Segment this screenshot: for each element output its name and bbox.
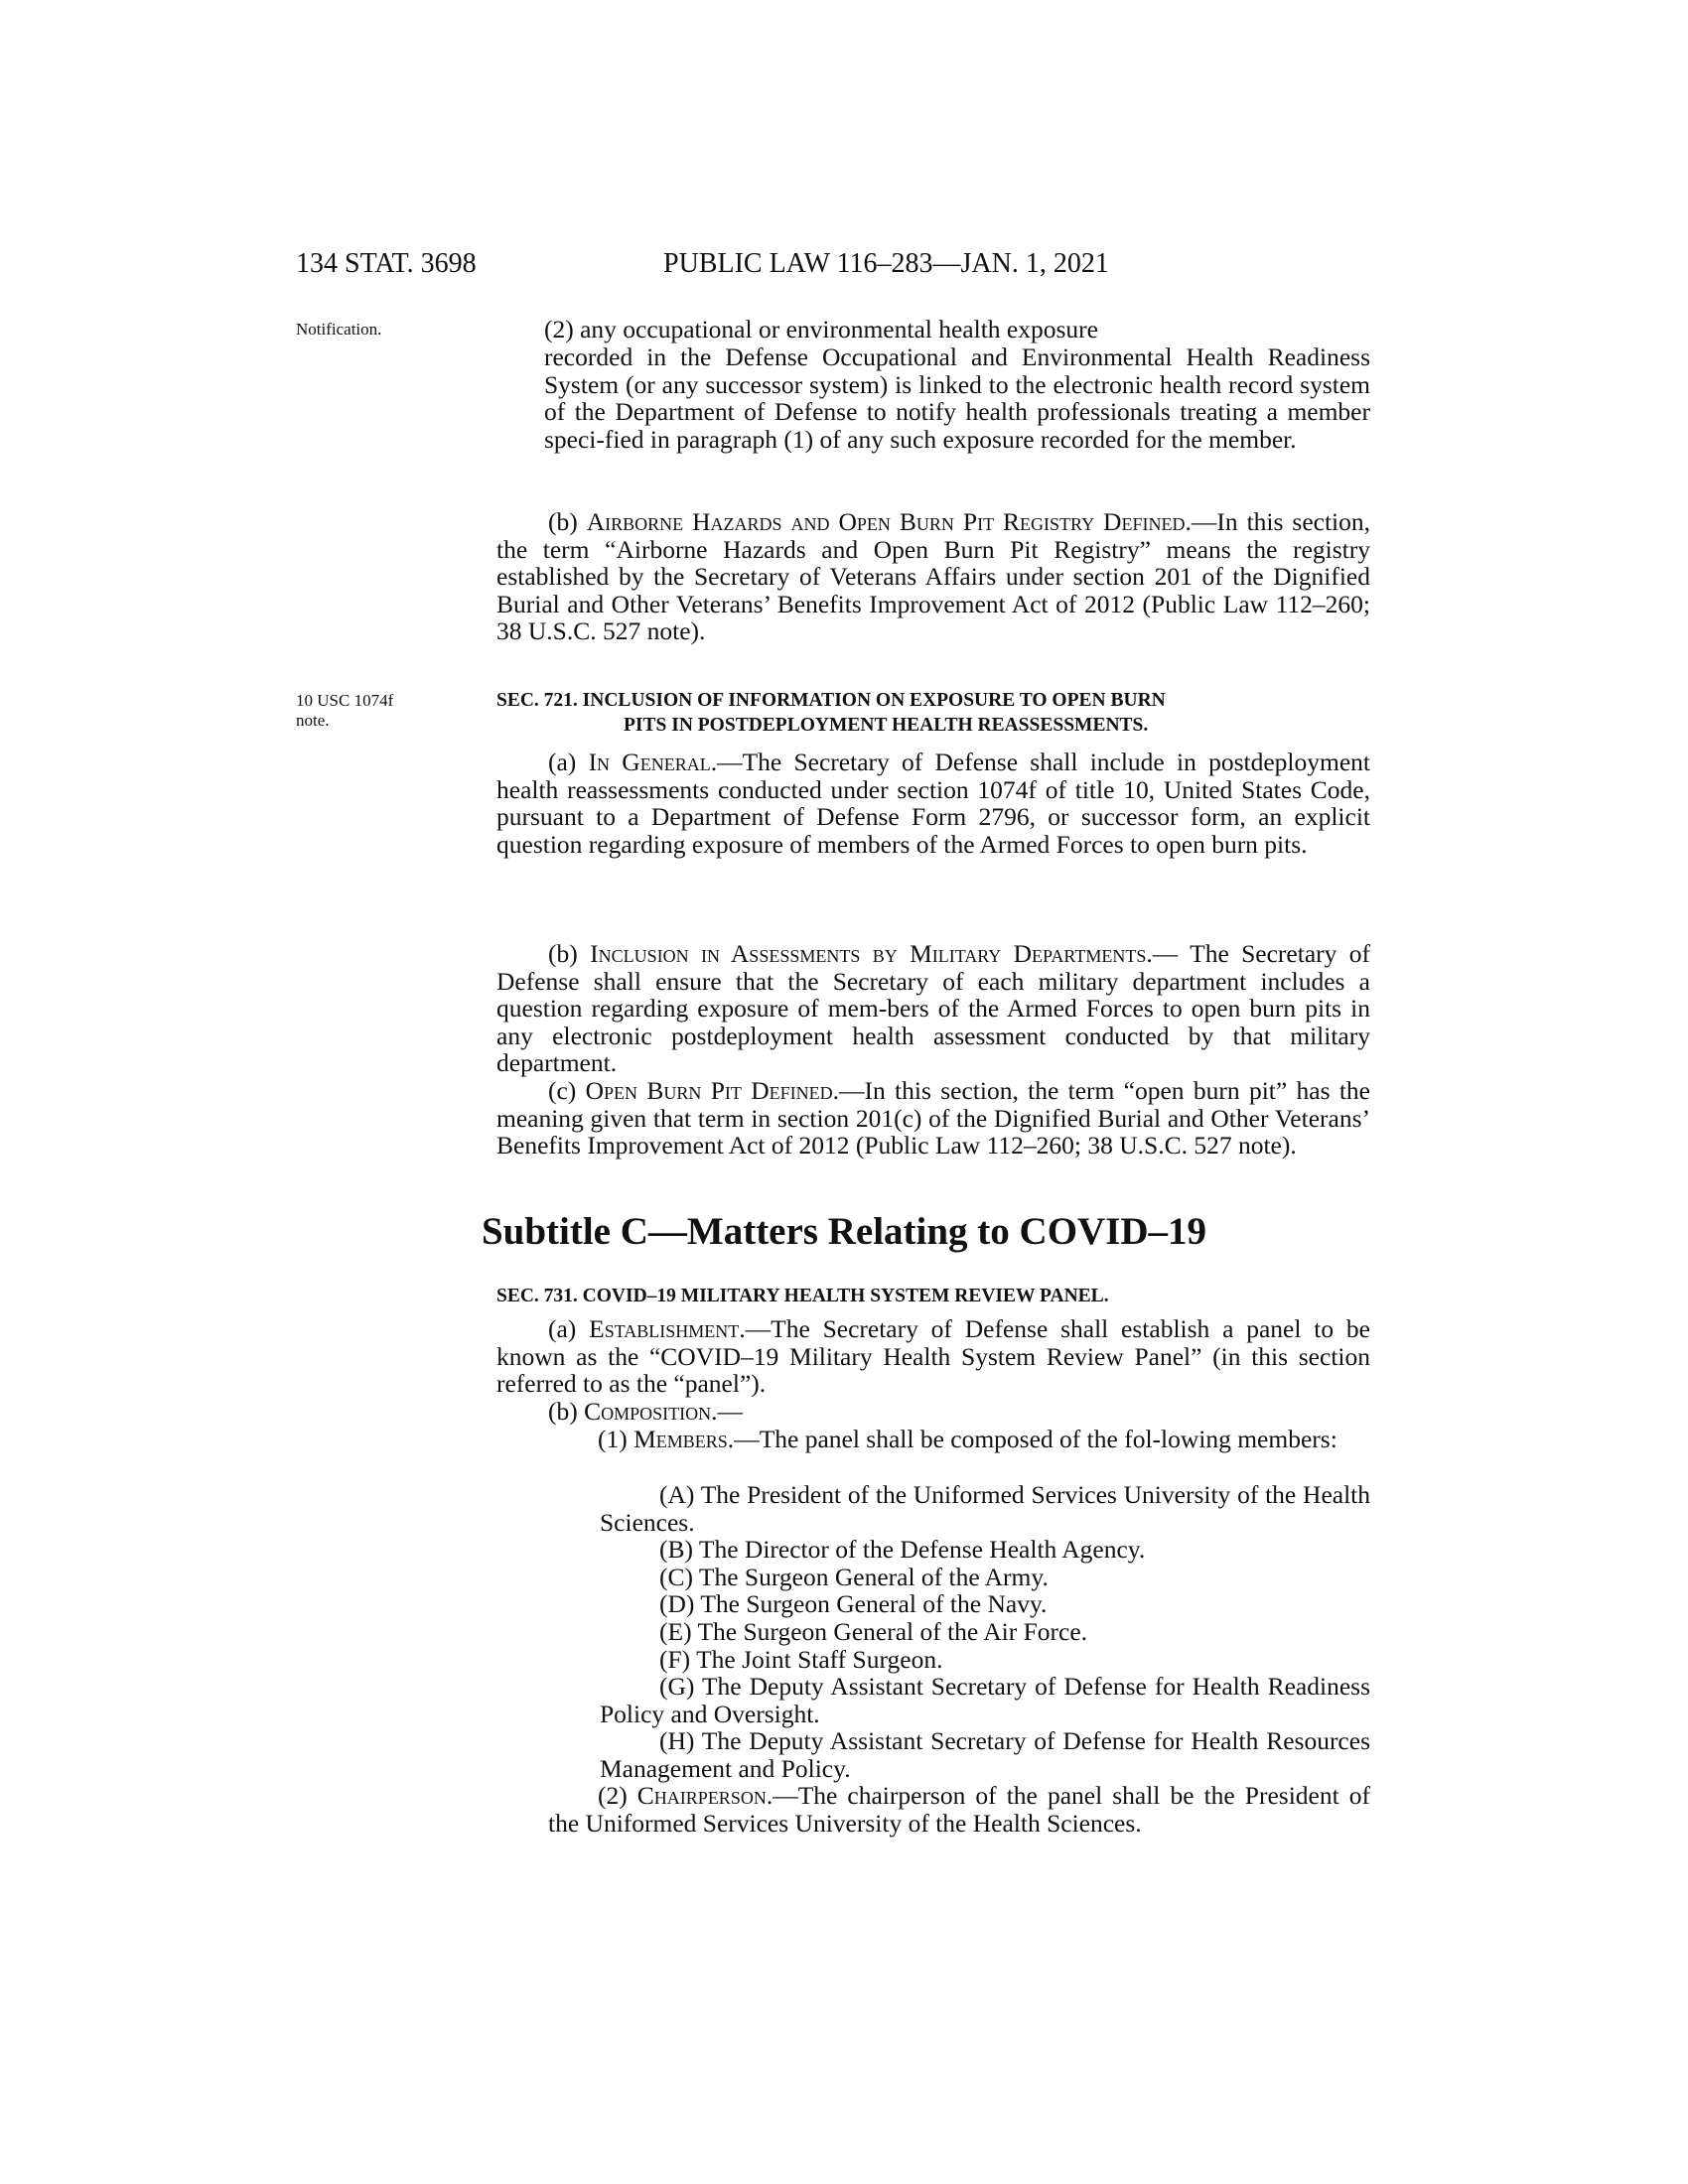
subsection-b-composition: (b) Composition.— <box>548 1397 743 1426</box>
margin-note-notification: Notification. <box>296 320 382 339</box>
member-item-d: (D) The Surgeon General of the Navy. <box>659 1589 1048 1618</box>
paragraph-2-first-line: (2) any occupational or environmental health exposure <box>544 315 1098 343</box>
running-title: PUBLIC LAW 116–283—JAN. 1, 2021 <box>663 248 1109 279</box>
subsection-heading: Establishment. <box>589 1314 746 1343</box>
statute-page-reference: 134 STAT. 3698 <box>296 248 477 279</box>
member-item-a: (A) The President of the Uniformed Services University of the Health Sciences. <box>600 1480 1370 1537</box>
subsection-b-military-departments: (b) Inclusion in Assessments by Military Departments.— The Secretary of Defense shall ensure that the Secretary of each military department includes a question regarding exposure of mem-bers of the Armed Forces to open burn pits in any electronic postdeployment health assessment conducted by that military department. <box>496 939 1370 1078</box>
paragraph-2-chairperson: (2) Chairperson.—The chairperson of the panel shall be the President of the Uniformed Services University of the Health Sciences. <box>548 1781 1370 1838</box>
member-item-h: (H) The Deputy Assistant Secretary of Defense for Health Resources Management and Policy. <box>600 1726 1370 1783</box>
margin-note-usc-line1: 10 USC 1074f <box>296 691 394 710</box>
paragraph-heading: Chairperson. <box>636 1781 774 1810</box>
subsection-heading: In General. <box>588 748 718 776</box>
member-item-f: (F) The Joint Staff Surgeon. <box>659 1645 943 1674</box>
paragraph-heading: Members. <box>633 1425 735 1453</box>
member-item-b: (B) The Director of the Defense Health Agency. <box>659 1535 1146 1564</box>
page-header <box>0 248 1688 288</box>
subtitle-heading: Subtitle C—Matters Relating to COVID–19 <box>481 1210 1207 1253</box>
subsection-a-establishment: (a) Establishment.—The Secretary of Defense shall establish a panel to be known as the “COVID–19 Military Health System Review Panel” (in this section referred to as the “panel”). <box>496 1314 1370 1399</box>
margin-note-usc <box>296 691 393 731</box>
member-item-e: (E) The Surgeon General of the Air Force. <box>659 1617 1088 1646</box>
subsection-heading: Airborne Hazards and Open Burn Pit Registry Defined. <box>586 507 1192 536</box>
subsection-c-open-burn-pit-defined: (c) Open Burn Pit Defined.—In this section, the term “open burn pit” has the meaning given that term in section 201(c) of the Dignified Burial and Other Veterans’ Benefits Improvement Act of 2012 (Public Law 112–260; 38 U.S.C. 527 note). <box>496 1076 1370 1160</box>
margin-note-usc-line2: note. <box>296 711 330 730</box>
paragraph-1-members: (1) Members.—The panel shall be composed of the fol-lowing members: <box>598 1425 1337 1453</box>
subsection-heading: Inclusion in Assessments by Military Departments. <box>590 939 1153 968</box>
paragraph-2-body: recorded in the Defense Occupational and Environmental Health Readiness System (or any successor system) is linked to the electronic health record system of the Department of Defense to notify health professionals treating a member speci-fied in paragraph (1) of any such exposure recorded for the member. <box>544 342 1370 454</box>
member-item-c: (C) The Surgeon General of the Army. <box>659 1563 1049 1591</box>
section-731-heading: SEC. 731. COVID–19 MILITARY HEALTH SYSTEM REVIEW PANEL. <box>496 1286 1109 1306</box>
subsection-a-in-general: (a) In General.—The Secretary of Defense shall include in postdeployment health reassessments conducted under section 1074f of title 10, United States Code, pursuant to a Department of Defense Form 2796, or successor form, an explicit question regarding exposure of members of the Armed Forces to open burn pits. <box>496 748 1370 859</box>
section-721-heading: SEC. 721. INCLUSION OF INFORMATION ON EXPOSURE TO OPEN BURN PITS IN POSTDEPLOYMENT HEALTH REASSESSMENTS. <box>496 690 1166 736</box>
subsection-b-registry-defined: (b) Airborne Hazards and Open Burn Pit Registry Defined.—In this section, the term “Airborne Hazards and Open Burn Pit Registry” means the registry established by the Secretary of Veterans Affairs under section 201 of the Dignified Burial and Other Veterans’ Benefits Improvement Act of 2012 (Public Law 112–260; 38 U.S.C. 527 note). <box>496 507 1370 646</box>
subsection-heading: Open Burn Pit Defined. <box>585 1076 839 1105</box>
subsection-heading: Composition. <box>584 1397 718 1426</box>
member-item-g: (G) The Deputy Assistant Secretary of Defense for Health Readiness Policy and Oversight. <box>600 1672 1370 1728</box>
